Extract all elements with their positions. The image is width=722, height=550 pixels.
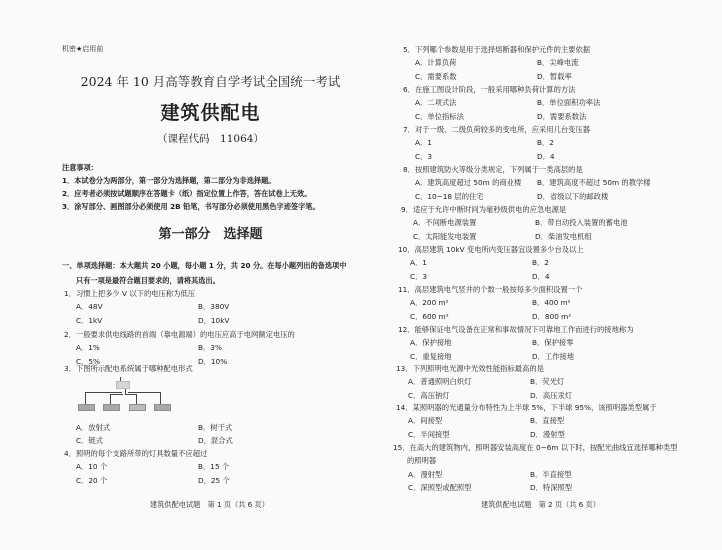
source-box — [116, 381, 130, 389]
page-footer: 建筑供配电试题 第 1 页（共 6 页） — [150, 500, 269, 509]
load-box — [129, 404, 146, 411]
option-b: B．3% — [198, 343, 222, 353]
option-d: D．高压汞灯 — [530, 390, 573, 400]
option-a: A．计算负荷 — [415, 58, 457, 68]
question-13 — [396, 362, 650, 402]
option-a: A．200 m² — [410, 298, 449, 308]
exam-title: 2024 年 10 月高等教育自学考试全国统一考试 — [80, 74, 341, 89]
confidential-mark: 机密★启用前 — [62, 45, 104, 53]
option-d: D．暂载率 — [537, 71, 572, 81]
question-stem: 11．高层建筑电气竖井的个数一般按每多少面积设置一个 — [398, 285, 583, 294]
question-3-options — [64, 421, 318, 448]
question-stem: 15．在高大的建筑物内，照明器安装高度在 0~6m 以下时，按配光曲线宜选择哪种类型 — [393, 443, 678, 452]
exam-notes — [62, 161, 320, 213]
option-c: C．3 — [415, 151, 433, 161]
note-item: 3．涂写部分、画图部分必须使用 2B 铅笔，书写部分必须使用黑色字迹签字笔。 — [62, 202, 320, 211]
option-a: A．1 — [410, 258, 427, 268]
option-c: C．半间接型 — [408, 429, 450, 439]
option-a: A．1 — [415, 138, 432, 148]
option-d: D．25 个 — [198, 475, 230, 485]
option-a: A．48V — [76, 302, 103, 312]
question-7 — [403, 123, 657, 163]
question-6 — [403, 83, 657, 123]
option-c: C．1kV — [76, 315, 103, 325]
option-a: A．间接型 — [408, 416, 443, 426]
page-footer: 建筑供配电试题 第 2 页（共 6 页） — [481, 500, 600, 509]
question-stem: 14．某照明器的光通量分布特性为上半球 5%，下半球 95%，该照明器类型属于 — [396, 403, 657, 412]
exam-page-2 — [361, 0, 722, 550]
subject-title: 建筑供配电 — [160, 102, 261, 124]
option-d: D．4 — [532, 271, 550, 281]
notes-title: 注意事项： — [62, 163, 98, 172]
option-c: C．链式 — [76, 436, 103, 446]
question-10 — [398, 243, 652, 283]
option-a: A．放射式 — [76, 423, 111, 432]
question-stem: 5．下列哪个参数是用于选择熔断器和保护元件的主要依据 — [403, 45, 591, 54]
option-d: D．混合式 — [198, 436, 233, 446]
question-8 — [403, 163, 657, 203]
option-d: D．10% — [198, 356, 228, 366]
option-b: B．2 — [532, 258, 549, 268]
question-12 — [398, 323, 652, 363]
question-4 — [64, 447, 318, 487]
course-code: （课程代码 11064） — [157, 133, 264, 145]
option-d: D．柴油发电机组 — [535, 231, 592, 241]
option-b: B．建筑高度不超过 50m 的教学楼 — [537, 178, 651, 188]
question-11 — [398, 283, 652, 323]
option-b: B．2 — [537, 138, 554, 148]
question-5 — [403, 43, 657, 83]
question-15 — [393, 441, 678, 494]
option-a: A．普通照明白炽灯 — [408, 377, 472, 387]
section-instructions — [62, 258, 362, 288]
question-stem: 10．高层建筑 10kV 变电所内变压器宜设置多少台及以上 — [398, 245, 584, 254]
option-b: B．380V — [198, 302, 230, 312]
question-stem: 1．习惯上把多少 V 以下的电压称为低压 — [64, 289, 196, 298]
load-box — [78, 404, 95, 411]
question-stem: 9．适应于允许中断时间为毫秒级供电的应急电源是 — [401, 205, 567, 214]
question-stem: 2．一般要求供电线路的首端（靠电源端）的电压应高于电网额定电压的 — [64, 330, 295, 339]
question-stem: 12．能够保证电气设备在正常和事故情况下可靠地工作而进行的接地称为 — [398, 325, 634, 334]
option-b: B．400 m² — [532, 298, 571, 308]
option-d: D．4 — [537, 151, 555, 161]
option-b: B．尖峰电流 — [537, 58, 579, 68]
option-a: A．二项式法 — [415, 98, 457, 108]
option-b: B．保护接零 — [532, 338, 574, 348]
question-1 — [64, 287, 318, 327]
question-stem: 3．下图所示配电系统属于哪种配电形式 — [64, 364, 193, 373]
option-d: D．10kV — [198, 315, 230, 325]
section-intro-line: 只有一项是最符合题目要求的，请将其选出。 — [76, 276, 220, 285]
option-a: A．1% — [76, 343, 100, 353]
option-c: C．高压钠灯 — [408, 390, 450, 400]
option-a: A．建筑高度超过 50m 的商业楼 — [415, 178, 522, 188]
option-c: C．单位指标法 — [415, 111, 464, 121]
question-stem: 6．在施工图设计阶段，一般采用哪种负荷计算的方法 — [403, 85, 576, 94]
question-9 — [401, 203, 655, 243]
option-a: A．不间断电源装置 — [413, 218, 477, 228]
option-c: C．太阳能发电装置 — [413, 231, 477, 241]
option-a: A．10 个 — [76, 462, 108, 472]
question-14 — [396, 401, 657, 441]
option-b: B．单位面积功率法 — [537, 98, 601, 108]
option-d: D．特深照型 — [530, 482, 573, 492]
option-c: C．5% — [76, 356, 100, 366]
distribution-diagram — [78, 377, 178, 417]
note-item: 1．本试卷分为两部分，第一部分为选择题，第二部分为非选择题。 — [62, 176, 276, 185]
option-c: C．需要系数 — [415, 71, 457, 81]
question-stem: 8．按照建筑防火等级分类规定，下列属于一类高层的是 — [403, 165, 583, 174]
question-stem-continued: 的照明器 — [407, 456, 437, 466]
option-d: D．需要系数法 — [537, 111, 587, 121]
option-c: C．20 个 — [76, 475, 108, 485]
option-b: B．树干式 — [198, 423, 233, 432]
question-3 — [64, 362, 193, 375]
question-stem: 7．对于一级、二级负荷较多的变电所，应采用几台变压器 — [403, 125, 591, 134]
option-c: C．深照型或配照型 — [408, 482, 472, 492]
part-title: 第一部分 选择题 — [158, 227, 263, 242]
load-box — [103, 404, 120, 411]
option-c: C．600 m² — [410, 311, 449, 321]
option-b: B．带自动投入装置的蓄电池 — [535, 218, 628, 228]
note-item: 2．应考者必须按试题顺序在答题卡（纸）指定位置上作答，答在试卷上无效。 — [62, 189, 312, 198]
option-b: B．15 个 — [198, 462, 230, 472]
option-d: D．工作接地 — [532, 351, 575, 361]
load-box — [154, 404, 171, 411]
option-c: C．3 — [410, 271, 428, 281]
option-a: A．保护接地 — [410, 338, 452, 348]
option-d: D．漫射型 — [530, 429, 565, 439]
question-stem: 4．照明的每个支路所带的灯具数量不应超过 — [64, 449, 208, 458]
option-d: D．800 m² — [532, 311, 572, 321]
question-stem: 13．下列照明电光源中光效性能指标最高的是 — [396, 364, 544, 373]
option-b: B．半直接型 — [530, 469, 572, 479]
option-b: B．直接型 — [530, 416, 565, 426]
option-d: D．省级以下的邮政楼 — [537, 191, 609, 201]
option-b: B．荧光灯 — [530, 377, 565, 387]
option-a: A．漫射型 — [408, 469, 443, 479]
section-intro-line: 一、单项选择题：本大题共 20 小题，每小题 1 分，共 20 分。在每小题列出的备选项中 — [62, 261, 347, 270]
option-c: C．重复接地 — [410, 351, 452, 361]
option-c: C．10~18 层的住宅 — [415, 191, 484, 201]
